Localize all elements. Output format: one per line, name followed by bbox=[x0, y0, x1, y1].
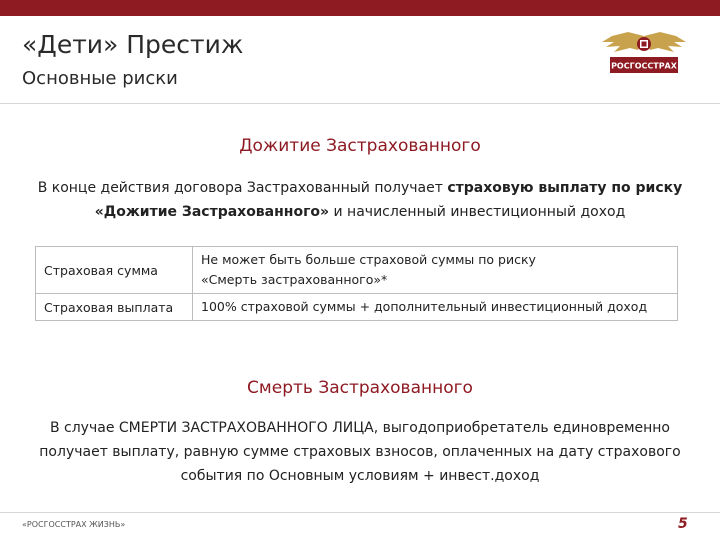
table-row bbox=[36, 247, 678, 294]
logo-text: РОСГОССТРАХ bbox=[611, 61, 677, 71]
survival-text-plain-2: и начисленный инвестиционный доход bbox=[329, 204, 626, 220]
table-row-value: 100% страховой суммы + дополнительный инвестиционный доход bbox=[193, 294, 678, 321]
table-value-line-1: Не может быть больше страховой суммы по риску bbox=[201, 252, 536, 267]
section-heading-survival: Дожитие Застрахованного bbox=[239, 136, 481, 156]
benefit-table bbox=[35, 246, 678, 321]
header-divider bbox=[0, 103, 720, 104]
death-text-line-2: получает выплату, равную сумме страховых взносов, оплаченных на дату страхового bbox=[39, 444, 681, 460]
rosgosstrakh-logo bbox=[598, 30, 690, 80]
table-row-label: Страховая выплата bbox=[36, 294, 193, 321]
page-subtitle: Основные риски bbox=[22, 68, 178, 89]
survival-text-bold-1: страховую выплату по риску bbox=[447, 180, 683, 196]
survival-description bbox=[20, 176, 700, 224]
death-description bbox=[20, 416, 700, 488]
table-row-label: Страховая сумма bbox=[36, 247, 193, 294]
death-text-line-3: события по Основным условиям + инвест.доход bbox=[180, 468, 540, 484]
table-row-value bbox=[193, 247, 678, 294]
top-accent-bar bbox=[0, 0, 720, 16]
footer-divider bbox=[0, 512, 720, 513]
footer-brand: «РОСГОССТРАХ ЖИЗНЬ» bbox=[22, 520, 126, 529]
death-text-line-1: В случае СМЕРТИ ЗАСТРАХОВАННОГО ЛИЦА, выгодоприобретатель единовременно bbox=[49, 420, 670, 436]
section-heading-death: Смерть Застрахованного bbox=[247, 378, 473, 398]
page-number: 5 bbox=[678, 516, 688, 532]
table-row bbox=[36, 294, 678, 321]
survival-text-bold-2: «Дожитие Застрахованного» bbox=[94, 204, 330, 220]
survival-text-plain-1: В конце действия договора Застрахованный получает bbox=[37, 180, 448, 196]
page-title: «Дети» Престиж bbox=[22, 30, 244, 59]
table-value-line-2: «Смерть застрахованного»* bbox=[201, 272, 388, 287]
